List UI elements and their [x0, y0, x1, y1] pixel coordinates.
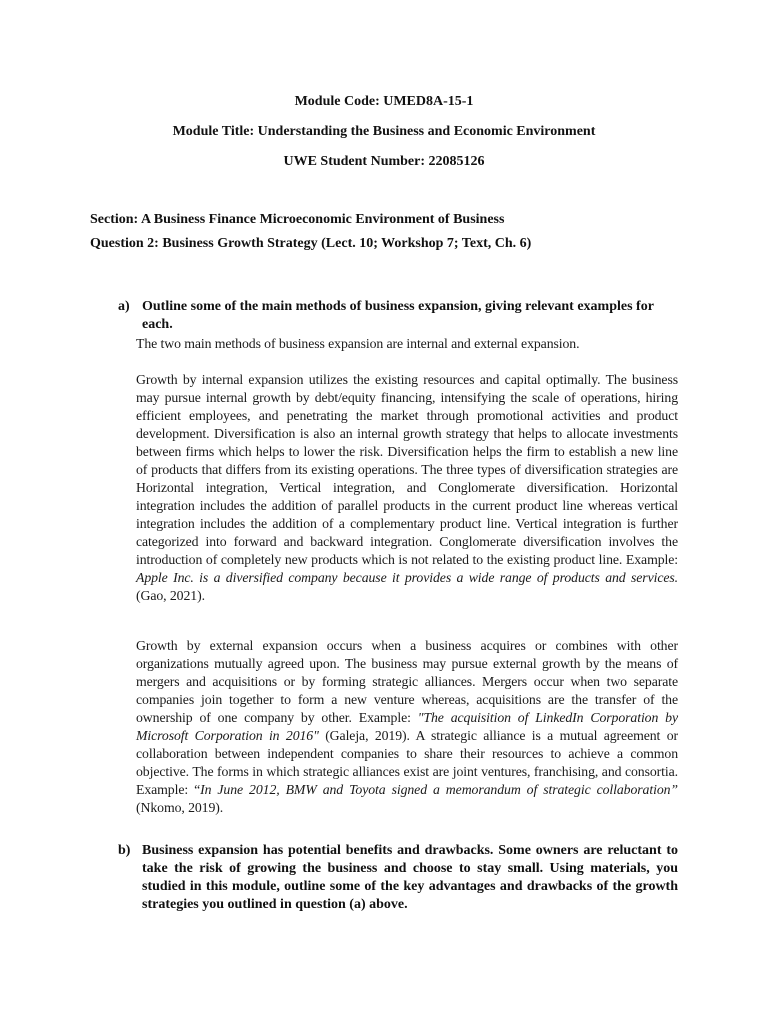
module-code: Module Code: UMED8A-15-1 [294, 94, 474, 109]
internal-citation: (Gao, 2021). [136, 588, 205, 603]
question-a-label: a) [118, 299, 130, 314]
section-title: Section: A Business Finance Microeconomic Environment of Business [90, 212, 505, 227]
external-expansion-paragraph [136, 637, 678, 817]
student-number: UWE Student Number: 22085126 [283, 154, 485, 169]
question-a [118, 298, 678, 334]
internal-expansion-paragraph [136, 371, 678, 605]
question-a-text: Outline some of the main methods of business expansion, giving relevant examples for each. [142, 299, 654, 332]
external-example-2: In June 2012, BMW and Toyota signed a memorandum of strategic collaboration” [200, 782, 678, 797]
external-example-1: "The acquisition of LinkedIn Corporation by Microsoft Corporation in 2016" [136, 710, 678, 743]
internal-example: Apple Inc. is a diversified company because it provides a wide range of products and services. [136, 570, 678, 585]
external-text: Growth by external expansion occurs when a business acquires or combines with other organizations mutually agreed upon. The business may pursue external growth by the means of mergers and acquisitions or by forming strategic alliances. Mergers occur when two separate companies join together to form a new venture whereas, acquisitions are the transfer of the ownership of one company by other. Example: [136, 638, 678, 725]
question-b [118, 842, 678, 914]
question-b-label: b) [118, 843, 131, 858]
question-title: Question 2: Business Growth Strategy (Lect. 10; Workshop 7; Text, Ch. 6) [90, 236, 532, 251]
external-citation-2: (Nkomo, 2019). [136, 800, 224, 815]
module-title: Module Title: Understanding the Business and Economic Environment [172, 124, 596, 139]
internal-text: Growth by internal expansion utilizes the existing resources and capital optimally. The business may pursue internal growth by debt/equity financing, intensifying the scale of operations, hiring efficient employees, and penetrating the market through promotional activities and product development. Diversification is also an internal growth strategy that helps to allocate investments between firms which helps to lower the risk. Diversification helps the firm to establish a new line of products that differs from its existing operations. The three types of diversification strategies are Horizontal integration, Vertical integration, and Conglomerate diversification. Horizontal integration includes the addition of parallel products in the current product line whereas vertical integration includes the addition of a complementary product line. Vertical integration is further categorized into forward and backward integration. Conglomerate diversification involves the introduction of completely new products which is not related to the existing product line. Example: [136, 372, 678, 567]
answer-a-intro: The two main methods of business expansion are internal and external expansion. [136, 336, 580, 351]
external-citation-1: (Galeja, 2019). A strategic alliance is a mutual agreement or collaboration between independent companies to share their resources to achieve a common objective. The forms in which strategic alliances exist are joint ventures, franchising, and consortia. Example: “ [136, 728, 678, 797]
question-b-text: Business expansion has potential benefits and drawbacks. Some owners are reluctant to take the risk of growing the business and choose to stay small. Using materials, you studied in this module, outline some of the key advantages and drawbacks of the growth strategies you outlined in question (a) above. [142, 843, 678, 912]
